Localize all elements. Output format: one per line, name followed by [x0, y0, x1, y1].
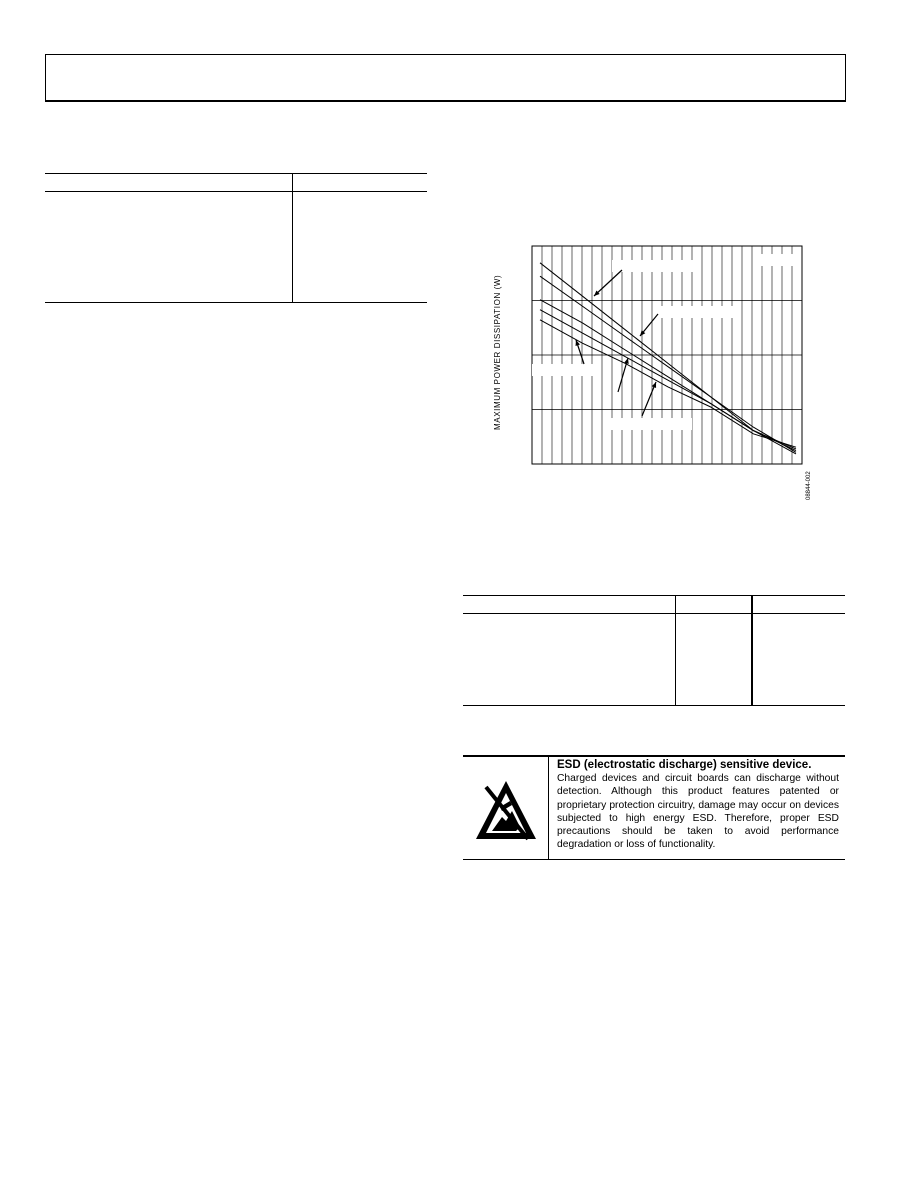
esd-notice	[463, 755, 845, 860]
label-area	[612, 260, 694, 272]
label-area	[532, 364, 596, 376]
esd-title: ESD (electrostatic discharge) sensitive device.	[557, 759, 812, 771]
label-area	[658, 306, 736, 318]
annotation-arrow	[594, 270, 622, 296]
figure-id-label: 08844-002	[806, 471, 812, 500]
esd-body: Charged devices and circuit boards can discharge without detection. Although this product features patented or proprietary protection circuitry, damage may occur on devices subjected to high energy ESD. Therefore, proper ESD precautions should be taken to avoid performance degradation or loss of functionality.	[557, 773, 839, 851]
table-header-rule	[463, 613, 845, 614]
esd-divider	[548, 757, 549, 859]
label-area	[755, 254, 797, 266]
page-header-box	[45, 54, 846, 102]
esd-text-block	[557, 759, 839, 851]
table-top-rule	[45, 173, 427, 174]
table-header-rule	[45, 191, 427, 192]
chart-svg	[490, 240, 830, 510]
table-column-divider	[292, 173, 293, 303]
table-column-divider	[675, 595, 676, 706]
table-bottom-rule	[463, 705, 845, 706]
table-column-divider	[751, 595, 753, 706]
label-area	[608, 418, 692, 430]
table-bottom-rule	[45, 302, 427, 303]
annotation-arrowhead	[652, 382, 656, 388]
power-dissipation-chart	[490, 240, 830, 510]
chart-y-axis-label: MAXIMUM POWER DISSIPATION (W)	[493, 274, 502, 430]
right-table	[463, 595, 845, 706]
esd-warning-icon	[472, 777, 540, 845]
left-table	[45, 173, 427, 303]
table-top-rule	[463, 595, 845, 596]
